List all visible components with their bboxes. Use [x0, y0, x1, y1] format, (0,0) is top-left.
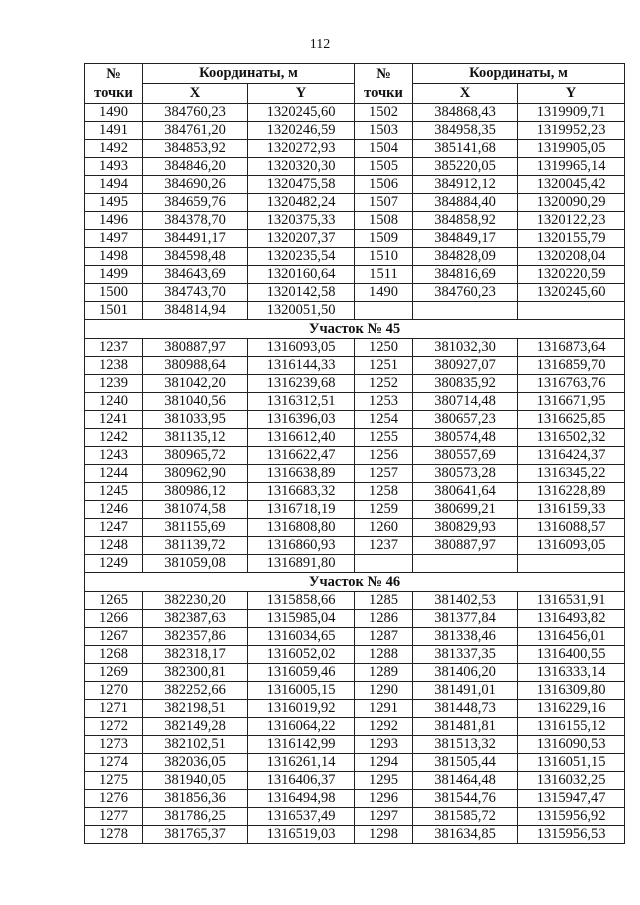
- point-number-left: 1237: [85, 339, 143, 357]
- x-coordinate-left: 380988,64: [143, 357, 248, 375]
- x-coordinate-right: 380573,28: [413, 465, 518, 483]
- table-row: [85, 194, 625, 212]
- y-coordinate-left: 1315985,04: [248, 610, 355, 628]
- table-row: [85, 772, 625, 790]
- x-coordinate-left: 382198,51: [143, 700, 248, 718]
- point-number-left: 1274: [85, 754, 143, 772]
- x-coordinate-left: 384378,70: [143, 212, 248, 230]
- x-coordinate-left: 384761,20: [143, 122, 248, 140]
- section-title: Участок № 45: [85, 320, 625, 339]
- point-number-right: 1508: [355, 212, 413, 230]
- y-coordinate-left: 1316005,15: [248, 682, 355, 700]
- point-number-left: 1249: [85, 555, 143, 573]
- x-coordinate-right: 381513,32: [413, 736, 518, 754]
- x-coordinate-right: 384858,92: [413, 212, 518, 230]
- x-coordinate-right: 384912,12: [413, 176, 518, 194]
- table-row: [85, 104, 625, 122]
- point-number-left: 1495: [85, 194, 143, 212]
- table-row: [85, 628, 625, 646]
- point-number-right: 1298: [355, 826, 413, 844]
- y-coordinate-right: 1316090,53: [518, 736, 625, 754]
- x-coordinate-right: 380657,23: [413, 411, 518, 429]
- point-number-right: 1259: [355, 501, 413, 519]
- num-label: №: [106, 65, 121, 82]
- point-number-left: 1268: [85, 646, 143, 664]
- point-number-left: 1247: [85, 519, 143, 537]
- x-coordinate-right: 381481,81: [413, 718, 518, 736]
- point-number-left: 1269: [85, 664, 143, 682]
- y-coordinate-right: [518, 555, 625, 573]
- table-row: [85, 808, 625, 826]
- y-coordinate-left: 1316064,22: [248, 718, 355, 736]
- point-number-left: 1267: [85, 628, 143, 646]
- section-title-row: [85, 320, 625, 339]
- table-row: [85, 411, 625, 429]
- y-coordinate-right: 1320220,59: [518, 266, 625, 284]
- point-number-left: 1494: [85, 176, 143, 194]
- y-coordinate-left: 1316537,49: [248, 808, 355, 826]
- x-coordinate-left: 381059,08: [143, 555, 248, 573]
- y-coordinate-right: 1316873,64: [518, 339, 625, 357]
- point-number-left: 1493: [85, 158, 143, 176]
- point-number-left: 1243: [85, 447, 143, 465]
- table-row: [85, 248, 625, 266]
- y-coordinate-right: 1320245,60: [518, 284, 625, 302]
- point-number-left: 1238: [85, 357, 143, 375]
- point-number-right: 1254: [355, 411, 413, 429]
- point-number-right: 1295: [355, 772, 413, 790]
- coordinates-header-left: Координаты, м: [143, 64, 355, 84]
- point-number-right: 1296: [355, 790, 413, 808]
- y-coordinate-left: 1316406,37: [248, 772, 355, 790]
- y-coordinate-right: 1316051,15: [518, 754, 625, 772]
- x-header-left: X: [143, 84, 248, 104]
- x-coordinate-left: 384743,70: [143, 284, 248, 302]
- point-number-right: 1490: [355, 284, 413, 302]
- x-coordinate-right: 380835,92: [413, 375, 518, 393]
- x-coordinate-right: 381491,01: [413, 682, 518, 700]
- y-coordinate-left: 1316059,46: [248, 664, 355, 682]
- point-number-right: 1502: [355, 104, 413, 122]
- x-coordinate-right: 380829,93: [413, 519, 518, 537]
- y-coordinate-left: 1320235,54: [248, 248, 355, 266]
- y-coordinate-right: [518, 302, 625, 320]
- y-coordinate-left: 1316034,65: [248, 628, 355, 646]
- x-coordinate-right: 384884,40: [413, 194, 518, 212]
- table-row: [85, 158, 625, 176]
- point-number-right: 1504: [355, 140, 413, 158]
- x-coordinate-right: [413, 302, 518, 320]
- y-coordinate-right: 1315947,47: [518, 790, 625, 808]
- point-number-left: 1491: [85, 122, 143, 140]
- x-coordinate-right: 381448,73: [413, 700, 518, 718]
- x-coordinate-left: 382036,05: [143, 754, 248, 772]
- x-coordinate-left: 380965,72: [143, 447, 248, 465]
- point-number-right: 1256: [355, 447, 413, 465]
- y-coordinate-left: 1320051,50: [248, 302, 355, 320]
- x-coordinate-left: 380986,12: [143, 483, 248, 501]
- point-number-right: 1505: [355, 158, 413, 176]
- y-coordinate-left: 1316638,89: [248, 465, 355, 483]
- y-coordinate-right: 1316424,37: [518, 447, 625, 465]
- section-title-row: [85, 573, 625, 592]
- point-number-right: 1286: [355, 610, 413, 628]
- point-number-header-left: [85, 64, 143, 104]
- x-coordinate-right: 380641,64: [413, 483, 518, 501]
- table-row: [85, 122, 625, 140]
- x-coordinate-left: 382300,81: [143, 664, 248, 682]
- y-coordinate-left: 1316396,03: [248, 411, 355, 429]
- point-number-left: 1501: [85, 302, 143, 320]
- point-number-right: 1285: [355, 592, 413, 610]
- x-coordinate-right: 380887,97: [413, 537, 518, 555]
- point-number-right: [355, 302, 413, 320]
- y-coordinate-left: 1320246,59: [248, 122, 355, 140]
- point-number-right: 1253: [355, 393, 413, 411]
- x-coordinate-right: 381505,44: [413, 754, 518, 772]
- point-number-left: 1239: [85, 375, 143, 393]
- table-row: [85, 465, 625, 483]
- x-coordinate-left: 382149,28: [143, 718, 248, 736]
- point-number-right: 1258: [355, 483, 413, 501]
- point-number-right: 1292: [355, 718, 413, 736]
- x-coordinate-right: 384828,09: [413, 248, 518, 266]
- table-row: [85, 682, 625, 700]
- y-coordinate-left: 1316019,92: [248, 700, 355, 718]
- x-coordinate-right: 381402,53: [413, 592, 518, 610]
- y-coordinate-left: 1316144,33: [248, 357, 355, 375]
- x-coordinate-left: 384853,92: [143, 140, 248, 158]
- table-row: [85, 375, 625, 393]
- point-number-left: 1244: [85, 465, 143, 483]
- x-coordinate-right: 385141,68: [413, 140, 518, 158]
- table-row: [85, 519, 625, 537]
- y-coordinate-right: 1320155,79: [518, 230, 625, 248]
- point-number-left: 1490: [85, 104, 143, 122]
- table-row: [85, 664, 625, 682]
- y-coordinate-right: 1316625,85: [518, 411, 625, 429]
- point-number-left: 1273: [85, 736, 143, 754]
- y-coordinate-right: 1316502,32: [518, 429, 625, 447]
- table-row: [85, 266, 625, 284]
- num-sub-label: точки: [364, 84, 403, 101]
- y-coordinate-left: 1320475,58: [248, 176, 355, 194]
- table-header: [85, 64, 625, 104]
- x-coordinate-left: 381042,20: [143, 375, 248, 393]
- table-row: [85, 646, 625, 664]
- y-coordinate-left: 1316612,40: [248, 429, 355, 447]
- point-number-left: 1248: [85, 537, 143, 555]
- num-sub-label: точки: [94, 84, 133, 101]
- point-number-right: 1257: [355, 465, 413, 483]
- x-coordinate-left: 384659,76: [143, 194, 248, 212]
- point-number-right: 1289: [355, 664, 413, 682]
- point-number-right: 1511: [355, 266, 413, 284]
- y-coordinate-right: 1316155,12: [518, 718, 625, 736]
- point-number-left: 1245: [85, 483, 143, 501]
- x-coordinate-left: 380887,97: [143, 339, 248, 357]
- point-number-left: 1266: [85, 610, 143, 628]
- x-coordinate-right: 384760,23: [413, 284, 518, 302]
- y-coordinate-right: 1316309,80: [518, 682, 625, 700]
- point-number-right: 1503: [355, 122, 413, 140]
- point-number-left: 1265: [85, 592, 143, 610]
- point-number-right: 1260: [355, 519, 413, 537]
- y-coordinate-right: 1316333,14: [518, 664, 625, 682]
- y-coordinate-left: 1316494,98: [248, 790, 355, 808]
- y-coordinate-right: 1316400,55: [518, 646, 625, 664]
- section-title: Участок № 46: [85, 573, 625, 592]
- point-number-left: 1275: [85, 772, 143, 790]
- x-coordinate-left: 381040,56: [143, 393, 248, 411]
- y-header-left: Y: [248, 84, 355, 104]
- y-coordinate-right: 1320045,42: [518, 176, 625, 194]
- x-coordinate-right: 381377,84: [413, 610, 518, 628]
- y-coordinate-right: 1319909,71: [518, 104, 625, 122]
- y-coordinate-right: 1316671,95: [518, 393, 625, 411]
- table-row: [85, 736, 625, 754]
- table-row: [85, 339, 625, 357]
- table-row: [85, 826, 625, 844]
- table-row: [85, 754, 625, 772]
- x-coordinate-left: 381155,69: [143, 519, 248, 537]
- y-coordinate-left: 1320160,64: [248, 266, 355, 284]
- table-row: [85, 176, 625, 194]
- table-row: [85, 592, 625, 610]
- page-number: 112: [309, 37, 331, 52]
- point-number-left: 1241: [85, 411, 143, 429]
- table-row: [85, 357, 625, 375]
- y-coordinate-right: 1316228,89: [518, 483, 625, 501]
- y-coordinate-right: 1316093,05: [518, 537, 625, 555]
- y-coordinate-right: 1316493,82: [518, 610, 625, 628]
- y-coordinate-left: 1320320,30: [248, 158, 355, 176]
- point-number-left: 1498: [85, 248, 143, 266]
- x-coordinate-right: 381032,30: [413, 339, 518, 357]
- x-coordinate-right: 381337,35: [413, 646, 518, 664]
- y-coordinate-right: 1315956,92: [518, 808, 625, 826]
- point-number-left: 1492: [85, 140, 143, 158]
- point-number-right: 1250: [355, 339, 413, 357]
- x-coordinate-left: 384690,26: [143, 176, 248, 194]
- point-number-right: 1252: [355, 375, 413, 393]
- x-coordinate-left: 382318,17: [143, 646, 248, 664]
- y-coordinate-left: 1316718,19: [248, 501, 355, 519]
- x-coordinate-right: 381338,46: [413, 628, 518, 646]
- point-number-left: 1270: [85, 682, 143, 700]
- x-coordinate-left: 384814,94: [143, 302, 248, 320]
- y-coordinate-right: 1319952,23: [518, 122, 625, 140]
- point-number-right: 1288: [355, 646, 413, 664]
- x-coordinate-right: 381585,72: [413, 808, 518, 826]
- point-number-right: 1287: [355, 628, 413, 646]
- x-coordinate-left: 381033,95: [143, 411, 248, 429]
- x-coordinate-left: 381135,12: [143, 429, 248, 447]
- x-coordinate-left: 384598,48: [143, 248, 248, 266]
- point-number-right: 1293: [355, 736, 413, 754]
- point-number-right: 1294: [355, 754, 413, 772]
- coordinates-table: [84, 63, 625, 844]
- point-number-right: 1255: [355, 429, 413, 447]
- point-number-right: 1291: [355, 700, 413, 718]
- point-number-left: 1271: [85, 700, 143, 718]
- point-number-right: 1290: [355, 682, 413, 700]
- y-coordinate-right: 1320122,23: [518, 212, 625, 230]
- table-row: [85, 790, 625, 808]
- y-coordinate-right: 1316531,91: [518, 592, 625, 610]
- x-coordinate-right: 381406,20: [413, 664, 518, 682]
- point-number-left: 1278: [85, 826, 143, 844]
- point-number-right: 1297: [355, 808, 413, 826]
- y-coordinate-left: 1316261,14: [248, 754, 355, 772]
- table-body: [85, 104, 625, 844]
- x-coordinate-left: 381786,25: [143, 808, 248, 826]
- x-coordinate-left: 382387,63: [143, 610, 248, 628]
- x-coordinate-left: 382102,51: [143, 736, 248, 754]
- point-number-left: 1272: [85, 718, 143, 736]
- y-coordinate-left: 1316683,32: [248, 483, 355, 501]
- x-coordinate-right: 380699,21: [413, 501, 518, 519]
- table-row: [85, 284, 625, 302]
- x-coordinate-left: 381765,37: [143, 826, 248, 844]
- point-number-left: 1497: [85, 230, 143, 248]
- point-number-header-right: [355, 64, 413, 104]
- point-number-left: 1276: [85, 790, 143, 808]
- x-coordinate-right: 380574,48: [413, 429, 518, 447]
- y-coordinate-right: 1316345,22: [518, 465, 625, 483]
- y-coordinate-left: 1316519,03: [248, 826, 355, 844]
- point-number-left: 1500: [85, 284, 143, 302]
- y-coordinate-left: 1316622,47: [248, 447, 355, 465]
- x-coordinate-left: 382357,86: [143, 628, 248, 646]
- x-coordinate-left: 384846,20: [143, 158, 248, 176]
- table-row: [85, 555, 625, 573]
- x-coordinate-left: 384760,23: [143, 104, 248, 122]
- x-coordinate-right: 381464,48: [413, 772, 518, 790]
- x-coordinate-right: 384816,69: [413, 266, 518, 284]
- x-coordinate-left: 384491,17: [143, 230, 248, 248]
- point-number-left: 1277: [85, 808, 143, 826]
- point-number-right: 1510: [355, 248, 413, 266]
- table-row: [85, 447, 625, 465]
- y-coordinate-left: 1316052,02: [248, 646, 355, 664]
- y-coordinate-left: 1316891,80: [248, 555, 355, 573]
- table-row: [85, 230, 625, 248]
- table-row: [85, 140, 625, 158]
- y-coordinate-left: 1316312,51: [248, 393, 355, 411]
- table-row: [85, 700, 625, 718]
- x-coordinate-right: 384868,43: [413, 104, 518, 122]
- x-coordinate-left: 381074,58: [143, 501, 248, 519]
- y-coordinate-right: 1316859,70: [518, 357, 625, 375]
- x-coordinate-right: 384849,17: [413, 230, 518, 248]
- y-coordinate-left: 1316239,68: [248, 375, 355, 393]
- x-coordinate-right: 381634,85: [413, 826, 518, 844]
- x-coordinate-left: 382230,20: [143, 592, 248, 610]
- table-row: [85, 501, 625, 519]
- table-row: [85, 483, 625, 501]
- y-coordinate-right: 1319905,05: [518, 140, 625, 158]
- point-number-right: 1509: [355, 230, 413, 248]
- table-row: [85, 429, 625, 447]
- x-coordinate-left: 382252,66: [143, 682, 248, 700]
- point-number-left: 1246: [85, 501, 143, 519]
- point-number-right: 1507: [355, 194, 413, 212]
- y-coordinate-left: 1320272,93: [248, 140, 355, 158]
- num-label: №: [376, 65, 391, 82]
- x-coordinate-left: 381940,05: [143, 772, 248, 790]
- point-number-right: 1506: [355, 176, 413, 194]
- y-coordinate-left: 1315858,66: [248, 592, 355, 610]
- table-row: [85, 302, 625, 320]
- y-coordinate-right: 1316159,33: [518, 501, 625, 519]
- y-header-right: Y: [518, 84, 625, 104]
- table-row: [85, 212, 625, 230]
- y-coordinate-left: 1320207,37: [248, 230, 355, 248]
- x-coordinate-left: 380962,90: [143, 465, 248, 483]
- point-number-left: 1242: [85, 429, 143, 447]
- point-number-right: [355, 555, 413, 573]
- coordinates-header-right: Координаты, м: [413, 64, 625, 84]
- x-coordinate-right: 384958,35: [413, 122, 518, 140]
- y-coordinate-right: 1319965,14: [518, 158, 625, 176]
- point-number-right: 1251: [355, 357, 413, 375]
- y-coordinate-left: 1316093,05: [248, 339, 355, 357]
- point-number-left: 1496: [85, 212, 143, 230]
- table-row: [85, 718, 625, 736]
- x-coordinate-left: 381139,72: [143, 537, 248, 555]
- x-coordinate-right: 380927,07: [413, 357, 518, 375]
- y-coordinate-right: 1320090,29: [518, 194, 625, 212]
- y-coordinate-left: 1320245,60: [248, 104, 355, 122]
- y-coordinate-left: 1320375,33: [248, 212, 355, 230]
- x-coordinate-left: 384643,69: [143, 266, 248, 284]
- x-coordinate-right: 380557,69: [413, 447, 518, 465]
- y-coordinate-right: 1315956,53: [518, 826, 625, 844]
- x-coordinate-right: 385220,05: [413, 158, 518, 176]
- y-coordinate-right: 1316229,16: [518, 700, 625, 718]
- x-coordinate-right: 381544,76: [413, 790, 518, 808]
- y-coordinate-right: 1316763,76: [518, 375, 625, 393]
- x-coordinate-left: 381856,36: [143, 790, 248, 808]
- x-coordinate-right: [413, 555, 518, 573]
- table-row: [85, 537, 625, 555]
- point-number-right: 1237: [355, 537, 413, 555]
- y-coordinate-left: 1316860,93: [248, 537, 355, 555]
- y-coordinate-right: 1320208,04: [518, 248, 625, 266]
- y-coordinate-right: 1316032,25: [518, 772, 625, 790]
- point-number-left: 1240: [85, 393, 143, 411]
- x-header-right: X: [413, 84, 518, 104]
- table-row: [85, 610, 625, 628]
- point-number-left: 1499: [85, 266, 143, 284]
- table-row: [85, 393, 625, 411]
- y-coordinate-left: 1320482,24: [248, 194, 355, 212]
- y-coordinate-left: 1316142,99: [248, 736, 355, 754]
- x-coordinate-right: 380714,48: [413, 393, 518, 411]
- y-coordinate-left: 1320142,58: [248, 284, 355, 302]
- y-coordinate-left: 1316808,80: [248, 519, 355, 537]
- y-coordinate-right: 1316456,01: [518, 628, 625, 646]
- y-coordinate-right: 1316088,57: [518, 519, 625, 537]
